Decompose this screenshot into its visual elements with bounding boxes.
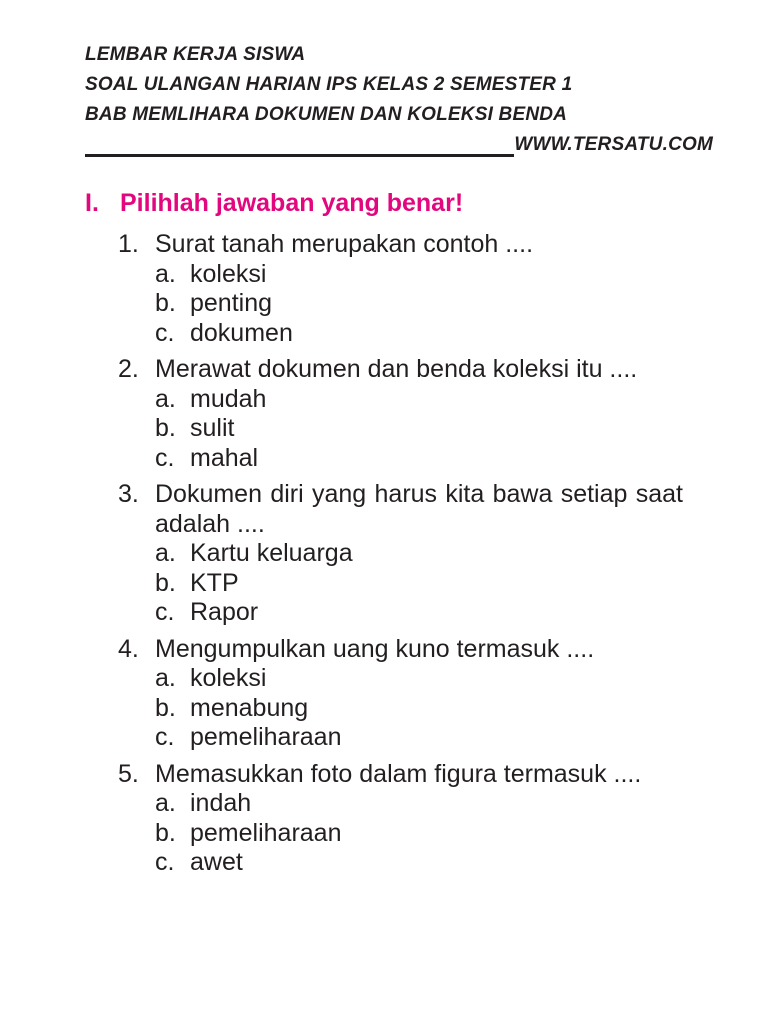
question-body: [155, 635, 683, 753]
option-item: [155, 819, 683, 849]
options-list: [155, 539, 683, 628]
option-letter: c.: [155, 318, 175, 347]
question-text: Mengumpulkan uang kuno termasuk ....: [155, 634, 595, 663]
option-item: [155, 539, 683, 569]
horizontal-rule: [85, 154, 514, 157]
options-list: [155, 789, 683, 878]
option-item: [155, 319, 683, 349]
section-heading: [85, 187, 713, 219]
option-letter: a.: [155, 789, 176, 817]
question-number: 2.: [118, 355, 139, 383]
header-rule-row: [85, 130, 713, 160]
question-number: 1.: [118, 230, 139, 258]
section-title: Pilihlah jawaban yang benar!: [120, 189, 464, 217]
option-item: [155, 723, 683, 753]
option-text: penting: [190, 289, 273, 317]
option-text: koleksi: [190, 259, 267, 288]
option-text: indah: [190, 789, 252, 817]
option-letter: a.: [155, 384, 176, 413]
option-letter: c.: [155, 443, 175, 472]
option-letter: a.: [155, 259, 176, 288]
question-body: [155, 355, 683, 473]
options-list: [155, 664, 683, 753]
option-text: KTP: [190, 568, 239, 597]
option-text: pemeliharaan: [190, 818, 342, 847]
option-item: [155, 414, 683, 444]
document-header: [85, 40, 713, 160]
question-body: [155, 760, 683, 878]
option-text: mahal: [190, 443, 259, 472]
options-list: [155, 385, 683, 474]
header-title-line-3: BAB MEMLIHARA DOKUMEN DAN KOLEKSI BENDA: [85, 104, 568, 125]
question-body: [155, 480, 683, 628]
header-title-line-2: SOAL ULANGAN HARIAN IPS KELAS 2 SEMESTER 1: [85, 74, 573, 95]
options-list: [155, 260, 683, 349]
option-letter: c.: [155, 598, 175, 626]
website-text: WWW.TERSATU.COM: [514, 134, 713, 155]
question-item: [118, 230, 683, 348]
option-item: [155, 694, 683, 724]
option-text: awet: [190, 848, 243, 876]
question-text: Surat tanah merupakan contoh ....: [155, 230, 534, 258]
option-item: [155, 848, 683, 878]
header-title-line-1: LEMBAR KERJA SISWA: [85, 44, 306, 65]
section-numeral: I.: [85, 189, 99, 217]
question-item: [118, 760, 683, 878]
option-text: pemeliharaan: [190, 723, 342, 751]
option-item: [155, 444, 683, 474]
question-text: Memasukkan foto dalam figura termasuk ....: [155, 759, 642, 788]
option-item: [155, 569, 683, 599]
question-list: [118, 230, 683, 878]
option-letter: b.: [155, 818, 176, 847]
option-letter: b.: [155, 414, 176, 442]
question-item: [118, 480, 683, 628]
option-item: [155, 385, 683, 415]
option-text: koleksi: [190, 664, 267, 692]
option-letter: c.: [155, 848, 175, 876]
option-letter: a.: [155, 539, 176, 567]
question-number: 5.: [118, 759, 139, 788]
option-item: [155, 289, 683, 319]
question-body: [155, 230, 683, 348]
question-item: [118, 635, 683, 753]
option-letter: b.: [155, 568, 176, 597]
option-text: Rapor: [190, 598, 259, 626]
option-text: menabung: [190, 693, 309, 722]
option-item: [155, 260, 683, 290]
option-text: sulit: [190, 414, 235, 442]
question-text: Merawat dokumen dan benda koleksi itu ....: [155, 355, 638, 383]
option-item: [155, 664, 683, 694]
question-text: Dokumen diri yang harus kita bawa setiap saat adalah ....: [155, 480, 683, 538]
option-text: mudah: [190, 384, 267, 413]
option-text: Kartu keluarga: [190, 539, 353, 567]
option-text: dokumen: [190, 318, 293, 347]
option-letter: b.: [155, 289, 176, 317]
option-letter: c.: [155, 723, 175, 751]
option-item: [155, 598, 683, 628]
question-number: 3.: [118, 480, 139, 508]
option-letter: b.: [155, 693, 176, 722]
question-item: [118, 355, 683, 473]
option-letter: a.: [155, 664, 176, 692]
option-item: [155, 789, 683, 819]
question-number: 4.: [118, 634, 139, 663]
